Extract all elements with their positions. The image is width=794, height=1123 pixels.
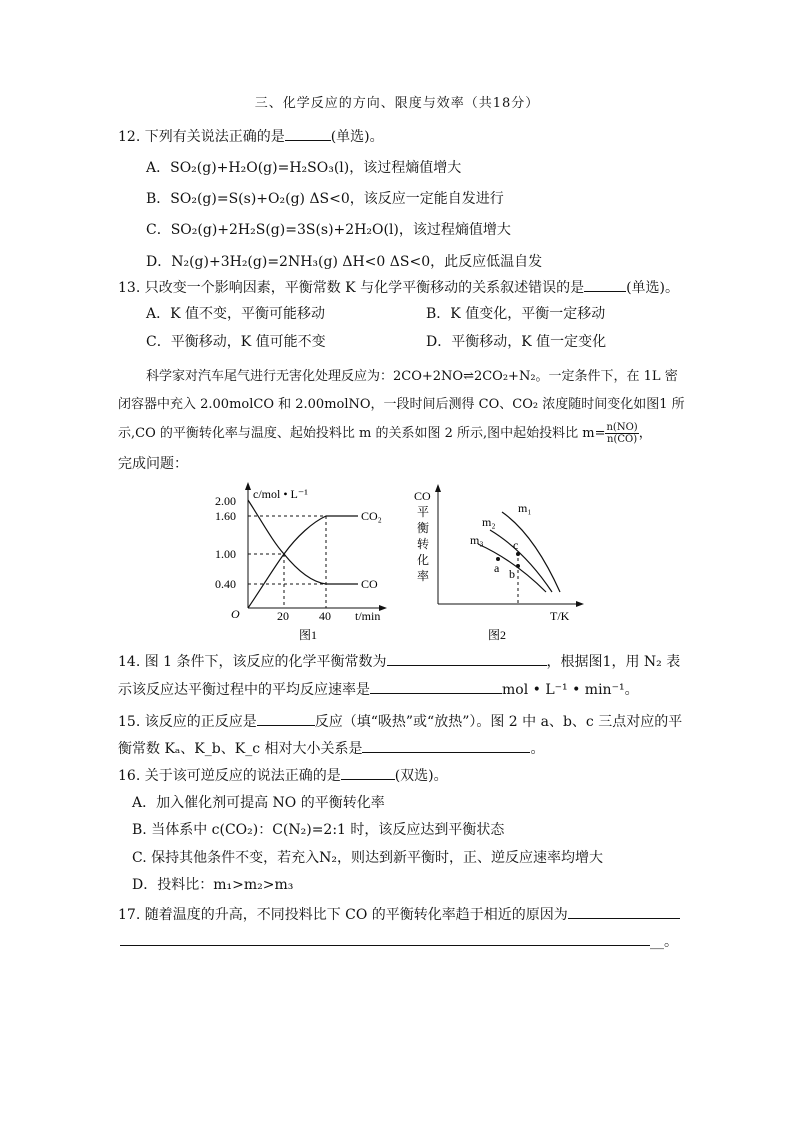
q15-text-c: 衡常数 Kₐ、K_b、K_c 相对大小关系是	[118, 741, 363, 757]
fig2-point-b	[516, 564, 520, 568]
q17-line-1	[118, 904, 680, 925]
intro-line-2: 闭容器中充入 2.00molCO 和 2.00molNO，一段时间后测得 CO、CO₂ 浓度随时间变化如图1 所	[118, 397, 685, 412]
q14-line-1	[118, 651, 680, 672]
q13-stem-suffix: (单选)。	[626, 280, 680, 296]
fig1-ytick-160: 1.60	[215, 509, 236, 523]
q15-line-1	[118, 711, 682, 732]
intro-line-3-end: ，	[638, 426, 652, 441]
fig1-xlabel: t/min	[355, 609, 381, 623]
q17-answer-line[interactable]	[120, 945, 650, 946]
fig2-label-m2: m₂	[482, 515, 496, 529]
fig1-y-arrow	[245, 482, 251, 490]
q14-text-b: ，根据图1，用 N₂ 表	[546, 654, 681, 670]
q15-text-b: 反应（填“吸热”或“放热”）。图 2 中 a、b、c 三点对应的平	[314, 714, 683, 730]
q16-option-b: B. 当体系中 c(CO₂)：C(N₂)=2:1 时，该反应达到平衡状态	[132, 822, 505, 838]
q14-text-d: mol • L⁻¹ • min⁻¹。	[502, 682, 639, 698]
fig1-caption: 图1	[299, 628, 318, 642]
q17-blank-1[interactable]	[568, 904, 680, 919]
fig2-ylabel-vertical	[417, 505, 429, 583]
q16-stem-suffix: (双选)。	[394, 768, 448, 784]
figure-2-chart	[410, 482, 585, 648]
fig2-ylabel-char-3: 转	[417, 537, 430, 551]
fig2-ylabel-char-4: 化	[417, 553, 430, 567]
q12-option-b: B．SO₂(g)=S(s)+O₂(g) ΔS<0，该反应一定能自发进行	[146, 191, 504, 207]
q15-blank-type[interactable]	[257, 711, 315, 726]
q12-answer-blank[interactable]	[285, 126, 331, 141]
fraction-denominator: n(CO)	[607, 434, 638, 445]
q15-text-d: 。	[530, 741, 545, 757]
fig1-ytick-100: 1.00	[215, 547, 236, 561]
q13-option-c: C．平衡移动，K 值可能不变	[146, 334, 326, 350]
q17-text: 17. 随着温度的升高，不同投料比下 CO 的平衡转化率趋于相近的原因为	[118, 907, 568, 923]
fig2-ylabel-char-1: 平	[417, 505, 430, 519]
q14-text-a: 14. 图 1 条件下，该反应的化学平衡常数为	[118, 654, 387, 670]
q15-blank-k[interactable]	[362, 738, 530, 753]
fig2-ylabel-co: CO	[414, 489, 431, 503]
fig1-ytick-040: 0.40	[215, 577, 236, 591]
fig1-ytick-200: 2.00	[215, 494, 236, 508]
q14-text-c: 示该反应达平衡过程中的平均反应速率是	[118, 682, 370, 698]
fig1-xtick-20: 20	[277, 609, 289, 623]
fig2-y-arrow	[435, 484, 441, 492]
fig2-ylabel-char-5: 率	[417, 569, 430, 583]
q14-line-2	[118, 679, 639, 700]
q14-blank-k[interactable]	[387, 651, 547, 666]
fig2-point-c	[516, 552, 520, 556]
fig1-origin: O	[231, 607, 240, 621]
fig1-label-co2: CO₂	[361, 509, 382, 523]
intro-line-3	[118, 422, 652, 445]
q12-option-c: C．SO₂(g)+2H₂S(g)=3S(s)+2H₂O(l)，该过程熵值增大	[146, 222, 511, 238]
fig2-label-b: b	[509, 567, 515, 581]
q13-option-d: D．平衡移动，K 值一定变化	[426, 334, 607, 350]
q12-stem-text: 12. 下列有关说法正确的是	[118, 129, 285, 145]
fig2-label-a: a	[494, 561, 500, 575]
q12-stem-suffix: (单选)。	[330, 129, 384, 145]
q13-stem-text: 13. 只改变一个影响因素，平衡常数 K 与化学平衡移动的关系叙述错误的是	[118, 280, 585, 296]
ratio-fraction	[605, 422, 638, 445]
fig1-ylabel: c/mol • L⁻¹	[253, 487, 308, 501]
q13-stem	[118, 277, 679, 298]
q17-end: __。	[650, 934, 678, 950]
fig2-caption: 图2	[488, 628, 507, 642]
q16-option-d: D．投料比：m₁>m₂>m₃	[132, 877, 294, 893]
q16-stem	[118, 765, 448, 786]
section-title: 三、化学反应的方向、限度与效率（共18分）	[254, 96, 540, 111]
fig1-series-co	[248, 500, 358, 584]
fig1-label-co: CO	[361, 577, 378, 591]
q12-option-a: A．SO₂(g)+H₂O(g)=H₂SO₃(l)，该过程熵值增大	[146, 160, 462, 176]
q12-option-d: D．N₂(g)+3H₂(g)=2NH₃(g) ΔH<0 ΔS<0，此反应低温自发	[146, 254, 543, 270]
intro-line-1: 科学家对汽车尾气进行无害化处理反应为：2CO+2NO⇌2CO₂+N₂。一定条件下，在 1L 密	[146, 369, 678, 384]
q13-option-a: A．K 值不变，平衡可能移动	[146, 306, 326, 322]
fig2-label-m3: m₃	[470, 533, 484, 547]
fig2-ylabel-char-2: 衡	[417, 521, 430, 535]
q12-stem	[118, 126, 384, 147]
fig1-series-co2	[248, 516, 358, 608]
q13-option-b: B．K 值变化，平衡一定移动	[426, 306, 606, 322]
intro-line-3-text: 示,CO 的平衡转化率与温度、起始投料比 m 的关系如图 2 所示,图中起始投料比 m=	[118, 426, 606, 441]
q16-stem-text: 16. 关于该可逆反应的说法正确的是	[118, 768, 341, 784]
q14-blank-rate[interactable]	[370, 679, 502, 694]
fig1-xtick-40: 40	[319, 609, 331, 623]
fig2-x-arrow	[576, 601, 584, 607]
intro-line-4: 完成问题：	[118, 456, 188, 472]
q15-line-2	[118, 738, 544, 759]
q16-option-a: A．加入催化剂可提高 NO 的平衡转化率	[132, 795, 385, 811]
q16-option-c: C. 保持其他条件不变，若充入N₂，则达到新平衡时，正、逆反应速率均增大	[132, 850, 603, 866]
q13-answer-blank[interactable]	[584, 277, 626, 292]
figure-1-chart	[205, 478, 395, 648]
q15-text-a: 15. 该反应的正反应是	[118, 714, 257, 730]
fig2-xlabel: T/K	[550, 609, 570, 623]
fig2-label-c: c	[513, 538, 519, 552]
fig2-label-m1: m₁	[518, 501, 532, 515]
fraction-numerator: n(NO)	[606, 422, 638, 433]
q16-answer-blank[interactable]	[341, 765, 395, 780]
